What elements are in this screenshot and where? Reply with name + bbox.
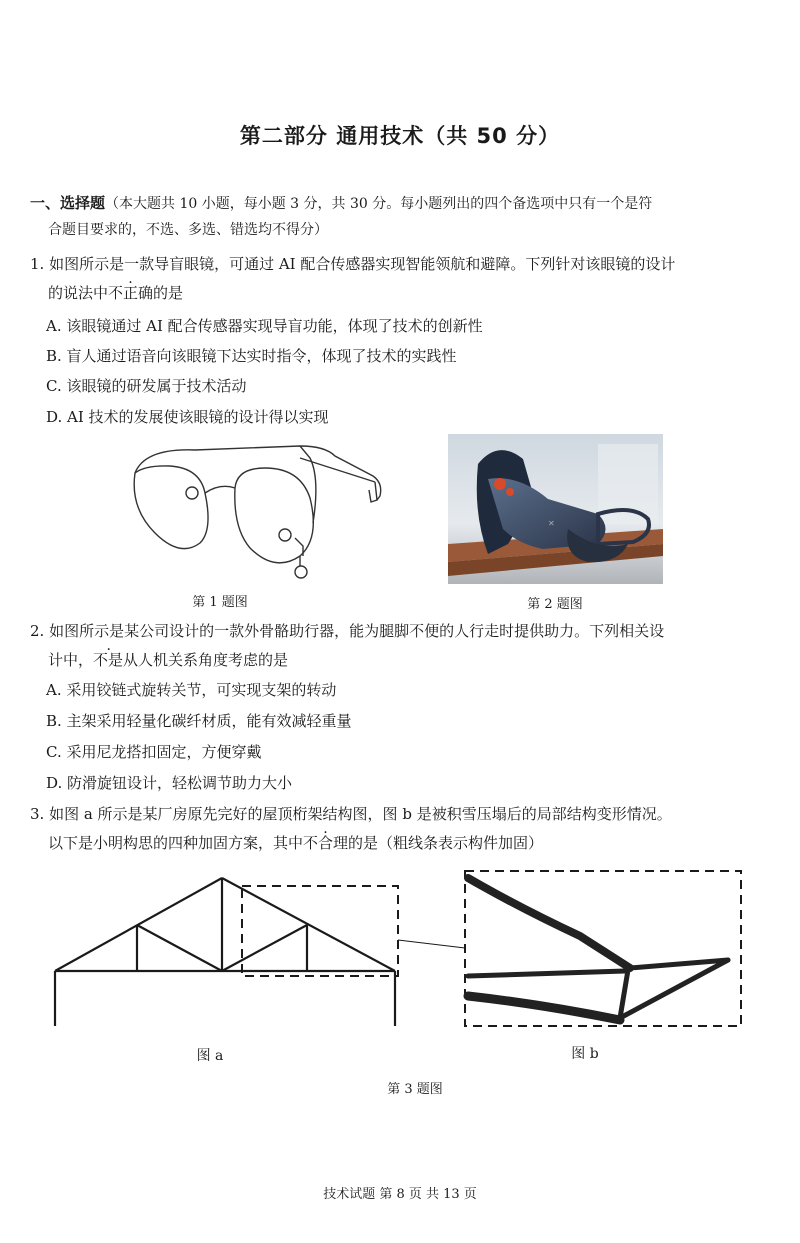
question-3-stem — [30, 800, 775, 858]
truss-figure-b — [460, 868, 745, 1030]
q1-line1: 1. 如图所示是一款导盲眼镜，可通过 AI 配合传感器实现智能领航和避障。下列针对该眼镜的设计 — [30, 255, 676, 273]
page-footer: 技术试题 第 8 页 共 13 页 — [323, 1187, 477, 1202]
section-desc-line2: 合题目要求的，不选、多选、错选均不得分） — [48, 222, 328, 238]
q2-line2: 计中，不是从人机关系角度考虑的是 — [30, 646, 775, 675]
q3-emphasis: 不合理 — [303, 834, 349, 852]
q3-line2: 以下是小明构思的四种加固方案，其中不合理的是（粗线条表示构件加固） — [30, 829, 775, 858]
section-instructions — [30, 190, 775, 243]
q2-option-b: B. 主架采用轻量化碳纤材质，能有效减轻重量 — [46, 712, 352, 730]
exoskeleton-photo — [448, 434, 663, 584]
q1-option-c: C. 该眼镜的研发属于技术活动 — [46, 377, 247, 395]
q2-option-c: C. 采用尼龙搭扣固定，方便穿戴 — [46, 743, 262, 761]
q2-emphasis: 不是 — [93, 651, 124, 669]
q1-option-a: A. 该眼镜通过 AI 配合传感器实现导盲功能，体现了技术的创新性 — [46, 317, 483, 335]
q2-line1: 2. 如图所示是某公司设计的一款外骨骼助行器，能为腿脚不便的人行走时提供助力。下列相关设 — [30, 622, 665, 640]
question-1-stem — [30, 250, 775, 308]
question-2-stem — [30, 617, 775, 675]
q1-figure-caption: 第 1 题图 — [192, 595, 248, 610]
svg-text:✕: ✕ — [548, 519, 555, 528]
q2-figure-caption: 第 2 题图 — [527, 597, 583, 612]
q3-figure-caption: 第 3 题图 — [387, 1082, 443, 1097]
figure-b-label: 图 b — [571, 1046, 599, 1062]
q2-option-d: D. 防滑旋钮设计，轻松调节助力大小 — [46, 774, 293, 792]
q1-option-b: B. 盲人通过语音向该眼镜下达实时指令，体现了技术的实践性 — [46, 347, 457, 365]
glasses-figure — [125, 438, 395, 588]
truss-figure-a — [50, 870, 470, 1030]
q1-line2: 的说法中不正确的是 — [30, 279, 775, 308]
q3-line1: 3. 如图 a 所示是某厂房原先完好的屋顶桁架结构图，图 b 是被积雪压塌后的局部结构变形情况。 — [30, 805, 672, 823]
section-heading: 一、选择题 — [30, 194, 106, 212]
q1-option-d: D. AI 技术的发展使该眼镜的设计得以实现 — [46, 408, 329, 426]
page-title: 第二部分 通用技术（共 50 分） — [239, 124, 561, 148]
figure-a-label: 图 a — [196, 1048, 224, 1064]
q2-option-a: A. 采用铰链式旋转关节，可实现支架的转动 — [46, 681, 337, 699]
section-desc-line1: （本大题共 10 小题，每小题 3 分，共 30 分。每小题列出的四个备选项中只有一个是符 — [105, 196, 653, 212]
q1-emphasis: 不正确 — [108, 284, 154, 302]
